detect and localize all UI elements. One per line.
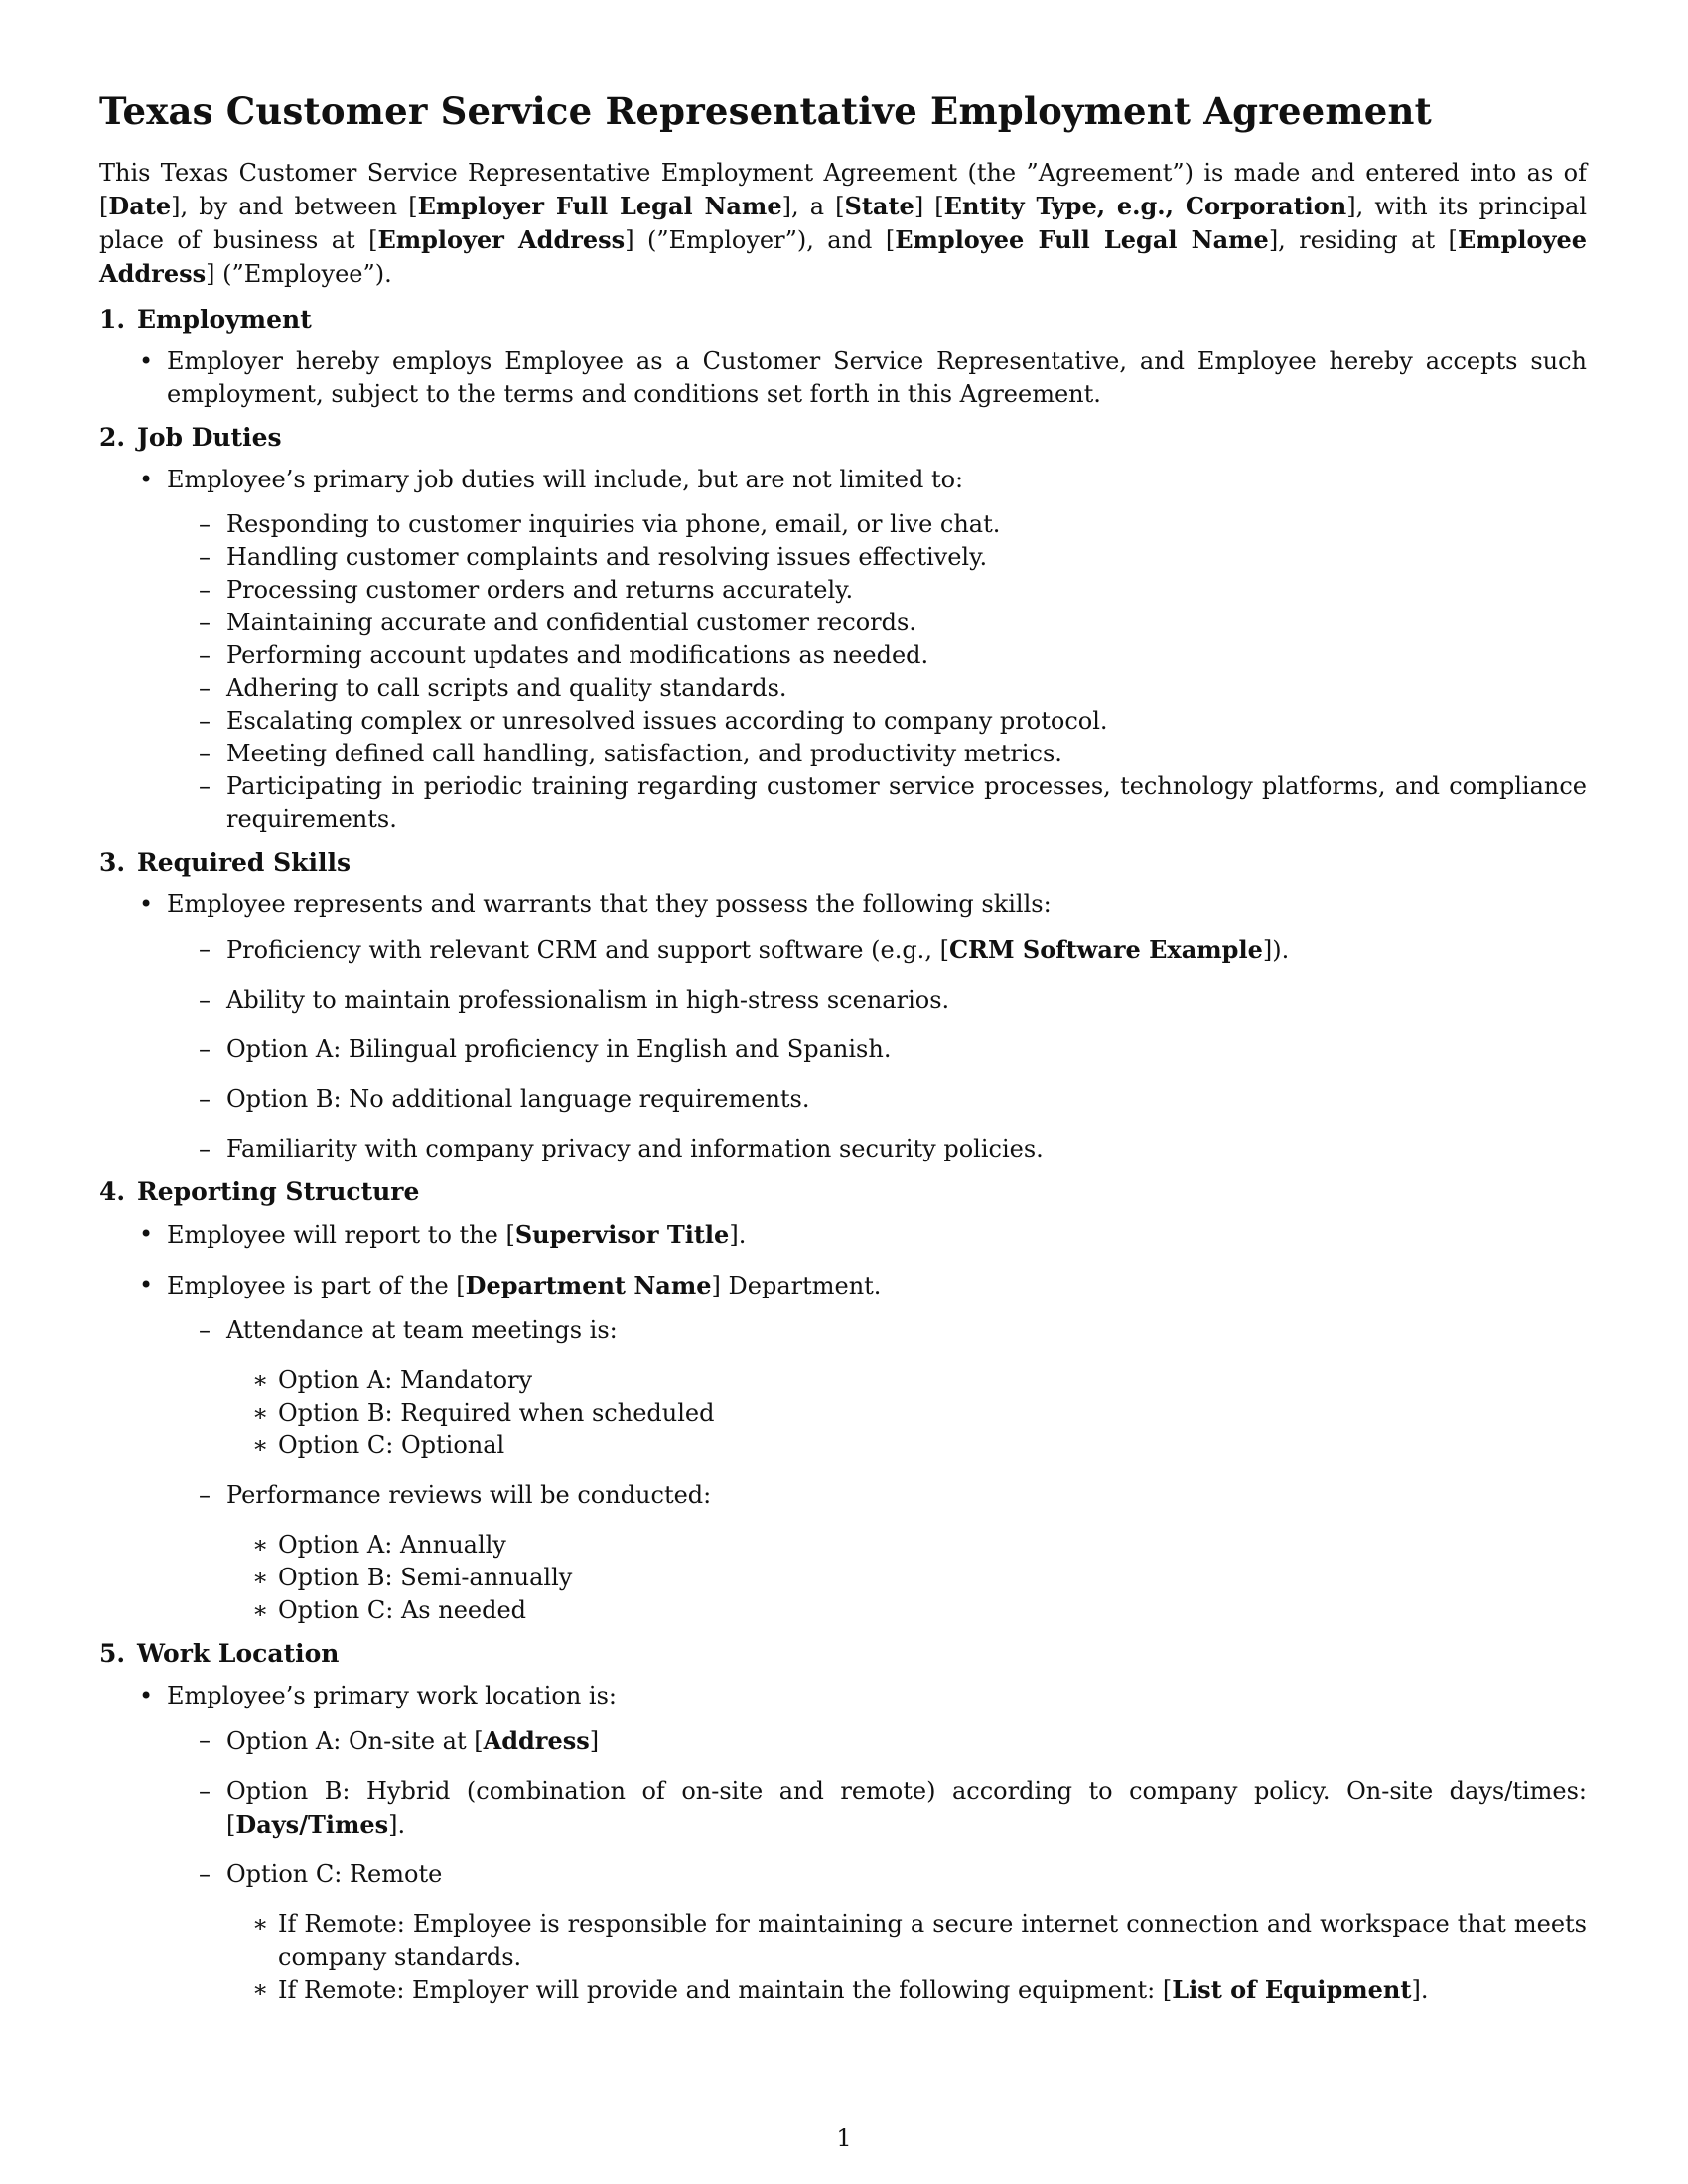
- section-heading-required-skills: [99, 846, 1587, 879]
- address-placeholder: Address: [483, 1726, 590, 1755]
- duties-sublist: [167, 508, 1587, 836]
- list-item-text: ].: [729, 1221, 747, 1249]
- equipment-placeholder: List of Equipment: [1172, 1976, 1412, 2004]
- list-item: – Familiarity with company privacy and information security policies.: [197, 1133, 1587, 1165]
- list-item: – Ability to maintain professionalism in high-stress scenarios.: [197, 984, 1587, 1017]
- list-item-text: Employee represents and warrants that they possess the following skills:: [167, 890, 1052, 918]
- intro-text: ] (”Employer”), and [: [625, 226, 896, 254]
- reporting-list: [99, 1218, 1587, 1627]
- list-item: • Employer hereby employs Employee as a Customer Service Representative, and Employee hereby accepts such employment, subject to the terms and conditions set forth in this Agreement.: [137, 345, 1587, 411]
- list-item: – Handling customer complaints and resolving issues effectively.: [197, 541, 1587, 574]
- list-item-text: Attendance at team meetings is:: [226, 1316, 618, 1344]
- section-number: 5.: [99, 1639, 126, 1668]
- reporting-sublist: [167, 1314, 1587, 1627]
- employer-address-placeholder: Employer Address: [377, 225, 626, 254]
- option-item: ∗ Option B: Required when scheduled: [252, 1397, 1587, 1430]
- department-name-placeholder: Department Name: [465, 1271, 712, 1299]
- option-item: ∗ Option B: Semi-annually: [252, 1562, 1587, 1594]
- intro-text: ] [: [914, 193, 944, 220]
- list-item: [197, 1479, 1587, 1627]
- days-times-placeholder: Days/Times: [235, 1810, 389, 1839]
- intro-paragraph: [99, 157, 1587, 291]
- employer-name-placeholder: Employer Full Legal Name: [417, 192, 782, 220]
- list-item-text: Option C: Remote: [226, 1860, 443, 1888]
- intro-text: ] (”Employee”).: [206, 260, 392, 288]
- employee-name-placeholder: Employee Full Legal Name: [895, 225, 1269, 254]
- section-title: Required Skills: [137, 848, 352, 877]
- list-item-text: Employee is part of the [: [167, 1272, 466, 1299]
- section-title: Job Duties: [137, 423, 282, 452]
- option-item: ∗ Option C: As needed: [252, 1594, 1587, 1627]
- section-number: 3.: [99, 848, 126, 877]
- list-item: [197, 1314, 1587, 1462]
- list-item: – Adhering to call scripts and quality standards.: [197, 672, 1587, 705]
- supervisor-title-placeholder: Supervisor Title: [514, 1220, 730, 1249]
- job-duties-list: [99, 464, 1587, 836]
- review-options: [226, 1529, 1587, 1627]
- intro-text: ], residing at [: [1268, 226, 1458, 254]
- work-location-list: [99, 1680, 1587, 2007]
- state-placeholder: State: [844, 192, 914, 220]
- page-number: 1: [836, 2124, 852, 2152]
- intro-text: This Texas Customer Service Representative Employment Agreement (the ”Agreement”) is made and entered into as of [: [99, 159, 1587, 220]
- list-item: [137, 888, 1587, 1165]
- option-item: ∗ Option C: Optional: [252, 1430, 1587, 1462]
- list-item-text: If Remote: Employer will provide and maintain the following equipment: [: [278, 1977, 1173, 2004]
- section-heading-reporting-structure: [99, 1175, 1587, 1208]
- list-item: [137, 1218, 1587, 1252]
- employee-address-placeholder: Employee Address: [99, 225, 1588, 288]
- section-title: Work Location: [137, 1639, 340, 1668]
- list-item-text: ].: [388, 1811, 406, 1839]
- location-options: [167, 1724, 1587, 2007]
- list-item-text: Employee’s primary work location is:: [167, 1682, 617, 1709]
- option-item: ∗ Option A: Mandatory: [252, 1364, 1587, 1397]
- list-item: [137, 1680, 1587, 2007]
- list-item-text: ] Department.: [711, 1272, 882, 1299]
- list-item: – Escalating complex or unresolved issues according to company protocol.: [197, 705, 1587, 738]
- list-item-text: ].: [1411, 1977, 1429, 2004]
- section-heading-work-location: [99, 1637, 1587, 1670]
- document-title: Texas Customer Service Representative Employment Agreement: [99, 89, 1432, 133]
- intro-text: ], with its principal place of business at [: [99, 193, 1587, 254]
- section-number: 4.: [99, 1177, 126, 1206]
- entity-type-placeholder: Entity Type, e.g., Corporation: [943, 192, 1347, 220]
- meeting-options: [226, 1364, 1587, 1462]
- document-page: [99, 87, 1587, 2017]
- skills-sublist: [167, 933, 1587, 1165]
- list-item-text: Option B: Hybrid (combination of on-site and remote) according to company policy. On-site days/times: [: [226, 1777, 1587, 1839]
- list-item: [137, 464, 1587, 836]
- list-item-text: Employee will report to the [: [167, 1221, 515, 1249]
- list-item-text: Option A: On-site at [: [226, 1727, 484, 1755]
- list-item-text: ]).: [1262, 936, 1290, 964]
- section-number: 2.: [99, 423, 126, 452]
- list-item: [197, 933, 1587, 967]
- section-number: 1.: [99, 305, 126, 334]
- list-item: [137, 1269, 1587, 1627]
- list-item: – Option B: No additional language requirements.: [197, 1083, 1587, 1116]
- intro-text: ], a [: [781, 193, 845, 220]
- option-item: ∗ Option A: Annually: [252, 1529, 1587, 1562]
- section-title: Reporting Structure: [137, 1177, 420, 1206]
- crm-software-placeholder: CRM Software Example: [948, 935, 1263, 964]
- section-heading-employment: [99, 303, 1587, 336]
- list-item: – Meeting defined call handling, satisfaction, and productivity metrics.: [197, 738, 1587, 770]
- list-item-text: Proficiency with relevant CRM and support software (e.g., [: [226, 936, 949, 964]
- section-heading-job-duties: [99, 421, 1587, 454]
- option-item: ∗ If Remote: Employee is responsible for maintaining a secure internet connection and workspace that meets company standards.: [252, 1908, 1587, 1974]
- skills-list: [99, 888, 1587, 1165]
- list-item: – Participating in periodic training regarding customer service processes, technology platforms, and compliance requirements.: [197, 770, 1587, 836]
- list-item: – Option A: Bilingual proficiency in English and Spanish.: [197, 1033, 1587, 1066]
- list-item-text: Employee’s primary job duties will include, but are not limited to:: [167, 466, 964, 493]
- remote-options: [226, 1908, 1587, 2007]
- section-title: Employment: [137, 305, 312, 334]
- list-item: [197, 1858, 1587, 2007]
- list-item: [197, 1775, 1587, 1842]
- list-item: – Processing customer orders and returns accurately.: [197, 574, 1587, 607]
- list-item-text: ]: [589, 1727, 600, 1755]
- intro-text: ], by and between [: [171, 193, 418, 220]
- list-item-text: Performance reviews will be conducted:: [226, 1481, 712, 1509]
- employment-list: [99, 345, 1587, 411]
- list-item: – Performing account updates and modifications as needed.: [197, 639, 1587, 672]
- date-placeholder: Date: [108, 192, 172, 220]
- list-item: – Maintaining accurate and confidential customer records.: [197, 607, 1587, 639]
- list-item: [197, 1724, 1587, 1758]
- list-item: – Responding to customer inquiries via phone, email, or live chat.: [197, 508, 1587, 541]
- option-item: [252, 1974, 1587, 2007]
